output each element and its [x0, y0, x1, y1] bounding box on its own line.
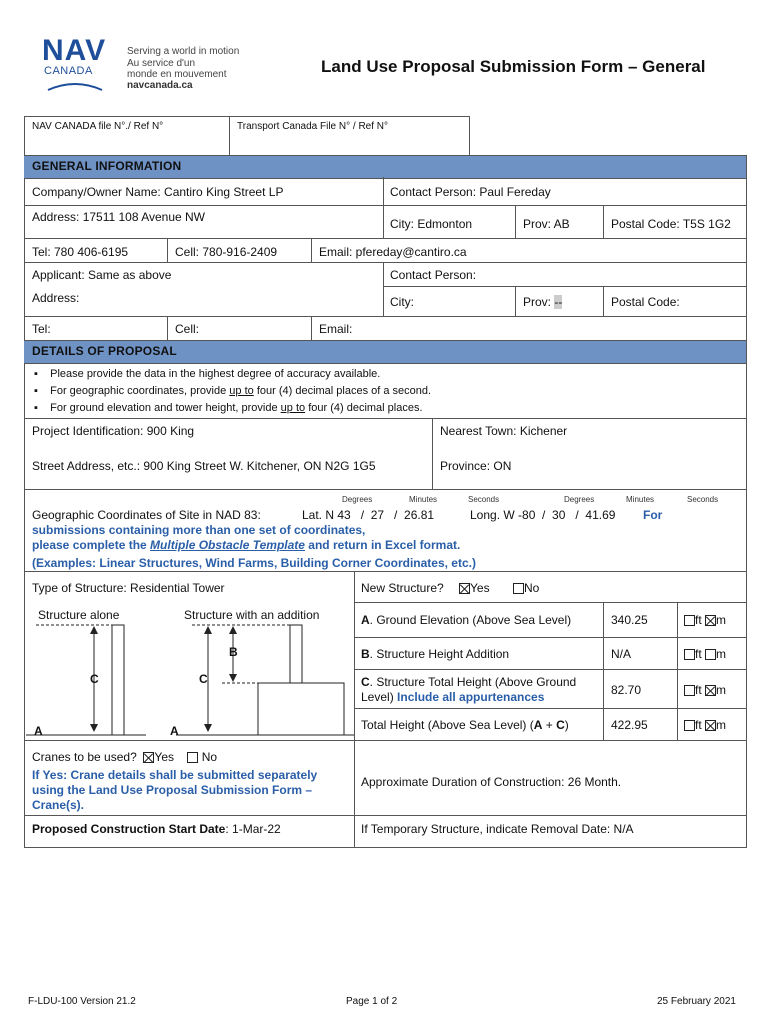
- coords-note-1: submissions containing more than one set of coordinates,: [32, 523, 366, 537]
- row-a-label: A. Ground Elevation (Above Sea Level): [361, 613, 572, 627]
- logo-swoosh-icon: [46, 80, 104, 92]
- tagline-3: monde en mouvement: [127, 69, 227, 80]
- multiple-obstacle-template-link[interactable]: Multiple Obstacle Template: [150, 538, 305, 552]
- removal-date-field[interactable]: If Temporary Structure, indicate Removal Date: N/A: [361, 822, 634, 836]
- row-b-value[interactable]: N/A: [611, 647, 632, 661]
- latitude-field[interactable]: Lat. N 43 / 27 / 26.81: [302, 508, 435, 522]
- diag-label-c-alone: C: [90, 672, 99, 686]
- row-b-label: B. Structure Height Addition: [361, 647, 510, 661]
- diag-label-c-addition: C: [199, 672, 208, 686]
- coords-note-for: For: [643, 508, 663, 522]
- new-structure-yes[interactable]: Yes: [459, 581, 490, 595]
- tagline-1: Serving a world in motion: [127, 46, 240, 57]
- tc-file-label: Transport Canada File N° / Ref N°: [237, 121, 389, 132]
- hdr-lat-seconds: Seconds: [468, 495, 500, 504]
- hdr-long-seconds: Seconds: [687, 495, 719, 504]
- tagline-2: Au service d'un: [127, 58, 196, 69]
- diag-structure-alone: Structure alone: [38, 608, 120, 622]
- project-id-field[interactable]: Project Identification: 900 King: [32, 424, 195, 438]
- cranes-note-1: If Yes: Crane details shall be submitted separately: [32, 768, 318, 782]
- checkbox-icon[interactable]: [684, 615, 695, 626]
- coords-note-3: (Examples: Linear Structures, Wind Farms, Building Corner Coordinates, etc.): [32, 556, 476, 570]
- checkbox-icon[interactable]: [684, 685, 695, 696]
- checkbox-checked-icon[interactable]: [705, 685, 716, 696]
- diag-structure-addition: Structure with an addition: [184, 608, 320, 622]
- prov-field[interactable]: Prov: AB: [523, 217, 570, 231]
- checkbox-checked-icon[interactable]: [705, 720, 716, 731]
- row-a-value[interactable]: 340.25: [611, 613, 648, 627]
- footer-form-id: F-LDU-100 Version 21.2: [28, 996, 136, 1007]
- postal2-field[interactable]: Postal Code:: [611, 295, 680, 309]
- checkbox-icon[interactable]: [705, 649, 716, 660]
- checkbox-checked-icon[interactable]: [143, 752, 154, 763]
- city-field[interactable]: City: Edmonton: [390, 217, 473, 231]
- cranes-note-2: using the Land Use Proposal Submission Form –: [32, 783, 313, 797]
- email-field[interactable]: Email: pfereday@cantiro.ca: [319, 245, 467, 259]
- bullet-2: ▪ For geographic coordinates, provide up to four (4) decimal places of a second.: [34, 385, 432, 397]
- prov2-field[interactable]: [523, 295, 562, 309]
- cranes-question[interactable]: Cranes to be used? Yes No: [32, 750, 218, 764]
- diag-label-a-alone: A: [34, 724, 43, 738]
- hdr-long-minutes: Minutes: [626, 495, 655, 504]
- total-height-value[interactable]: 422.95: [611, 718, 648, 732]
- province-field[interactable]: Province: ON: [440, 459, 512, 473]
- hdr-lat-minutes: Minutes: [409, 495, 438, 504]
- diag-label-b: B: [229, 645, 238, 659]
- coords-note-2: please complete the Multiple Obstacle Template and return in Excel format.: [32, 538, 461, 552]
- form-title: Land Use Proposal Submission Form – General: [321, 57, 706, 76]
- checkbox-icon[interactable]: [684, 649, 695, 660]
- general-info-header: [24, 155, 746, 179]
- start-date-field[interactable]: Proposed Construction Start Date: 1-Mar-22: [32, 822, 281, 836]
- checkbox-icon[interactable]: [513, 583, 524, 594]
- footer-date: 25 February 2021: [657, 996, 736, 1007]
- diag-label-a-addition: A: [170, 724, 179, 738]
- footer-page: Page 1 of 2: [346, 996, 398, 1007]
- checkbox-checked-icon[interactable]: [705, 615, 716, 626]
- nav-canada-logo: [40, 34, 110, 94]
- row-b-units[interactable]: ft m: [684, 647, 726, 661]
- hdr-lat-degrees: Degrees: [342, 495, 373, 504]
- bullet-3: ▪ For ground elevation and tower height, provide up to four (4) decimal places.: [34, 402, 423, 414]
- cell2-field[interactable]: Cell:: [175, 322, 200, 336]
- website-link[interactable]: navcanada.ca: [127, 80, 193, 91]
- cranes-note-3: Crane(s).: [32, 798, 85, 812]
- address2-field[interactable]: Address:: [32, 291, 80, 305]
- general-info-title: GENERAL INFORMATION: [32, 159, 182, 173]
- row-c-label-1: C. Structure Total Height (Above Ground: [361, 675, 577, 689]
- tel2-field[interactable]: Tel:: [32, 322, 51, 336]
- structure-type-field[interactable]: Type of Structure: Residential Tower: [32, 581, 225, 595]
- structure-diagram: [26, 620, 354, 740]
- row-c-label-2: Level) Include all appurtenances: [361, 690, 545, 704]
- coords-label: Geographic Coordinates of Site in NAD 83:: [32, 508, 261, 522]
- contact-field[interactable]: Contact Person: Paul Fereday: [390, 185, 551, 199]
- nav-file-label: NAV CANADA file N°./ Ref N°: [32, 121, 164, 132]
- checkbox-icon[interactable]: [187, 752, 198, 763]
- row-a-units[interactable]: ft m: [684, 613, 726, 627]
- street-field[interactable]: Street Address, etc.: 900 King Street W. Kitchener, ON N2G 1G5: [32, 459, 376, 473]
- contact2-field[interactable]: Contact Person:: [390, 268, 477, 282]
- tel-field[interactable]: Tel: 780 406-6195: [32, 245, 129, 259]
- company-field[interactable]: Company/Owner Name: Cantiro King Street LP: [32, 185, 284, 199]
- city2-field[interactable]: City:: [390, 295, 414, 309]
- nearest-town-field[interactable]: Nearest Town: Kichener: [440, 424, 568, 438]
- prov2-label: Prov:: [523, 295, 552, 309]
- logo-canada-text: CANADA: [44, 65, 93, 77]
- prov2-value: --: [554, 295, 563, 309]
- row-c-value[interactable]: 82.70: [611, 683, 642, 697]
- hdr-long-degrees: Degrees: [564, 495, 595, 504]
- address-field[interactable]: Address: 17511 108 Avenue NW: [32, 210, 206, 224]
- duration-field[interactable]: Approximate Duration of Construction: 26 Month.: [361, 775, 622, 789]
- longitude-field[interactable]: Long. W -80 / 30 / 41.69: [470, 508, 616, 522]
- checkbox-checked-icon[interactable]: [459, 583, 470, 594]
- cell-field[interactable]: Cell: 780-916-2409: [175, 245, 278, 259]
- new-structure-label: New Structure?: [361, 581, 444, 595]
- row-c-units[interactable]: ft m: [684, 683, 726, 697]
- proposal-title: DETAILS OF PROPOSAL: [32, 344, 177, 358]
- total-height-label: Total Height (Above Sea Level) (A + C): [361, 718, 569, 732]
- proposal-header: [24, 340, 746, 364]
- bullet-1: ▪ Please provide the data in the highest degree of accuracy available.: [34, 368, 381, 380]
- postal-field[interactable]: Postal Code: T5S 1G2: [611, 217, 731, 231]
- logo-nav-text: NAV: [42, 34, 107, 67]
- total-height-units[interactable]: ft m: [684, 718, 726, 732]
- new-structure-no[interactable]: No: [513, 581, 539, 595]
- email2-field[interactable]: Email:: [319, 322, 353, 336]
- checkbox-icon[interactable]: [684, 720, 695, 731]
- applicant-field[interactable]: Applicant: Same as above: [32, 268, 172, 282]
